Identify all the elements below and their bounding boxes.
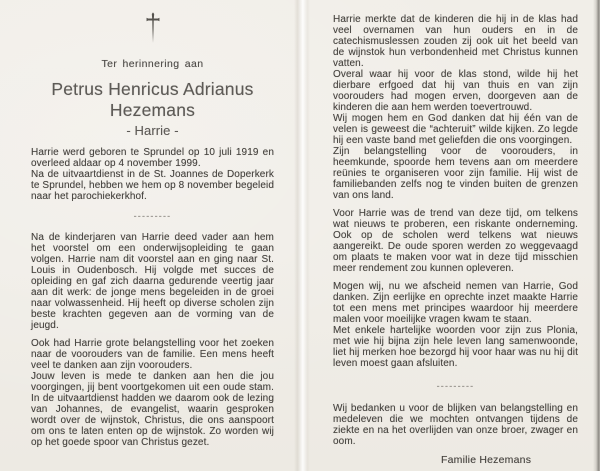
deceased-name-line2: Hezemans <box>109 99 196 120</box>
paragraph-education: Na de kinderjaren van Harrie deed vader aan hem het voorstel om een onderwijsopleiding te gaan volgen. Harrie nam dit voorstel aan en ging naar St. Louis in Oudenbosch. Hij volgde met succes de opleiding en gaf zich daarna gedurende veertig jaar aan dit werk: de jonge mens begeleiden in de groei naar volwassenheid. Hij heeft op diverse scholen zijn beste krachten gegeven aan de vorming van de jeugd. <box>31 232 274 331</box>
paragraph-funeral: Na de uitvaartdienst in de St. Joannes de Doperkerk te Sprundel, hebben we hem op 8 november begeleid naar het parochiekerkhof. <box>31 169 274 202</box>
scan-edge-shadow <box>593 0 600 471</box>
card-fold-line <box>294 0 310 471</box>
deceased-name <box>31 79 274 120</box>
paragraph-classroom: Harrie merkte dat de kinderen die hij in de klas had veel overnamen van hun ouders en in de catechismuslessen zouden zij ook uit het beeld van de wijnstok hun verbondenheid met Christus kunnen vatten. <box>333 14 578 69</box>
paragraph-birth-death: Harrie werd geboren te Sprundel op 10 juli 1919 en overleed aldaar op 4 november 1999. <box>31 147 274 169</box>
deceased-name-line1: Petrus Henricus Adrianus <box>51 79 254 99</box>
paragraph-scripture-reading: Jouw leven is mede te danken aan hen die jou voorgingen, jij bent voortgekomen uit een oude stam. In de uitvaartdienst hadden we daarom ook de lezing van Johannes, de evangelist, waarin gesproken wordt over de wijnstok, Christus, die ons aanspoort om ons te laten enten op de wijnstok. Zo worden wij op het goede spoor van Christus gezet. <box>31 371 274 448</box>
section-divider-left: --------- <box>133 211 172 221</box>
cross-wrap <box>31 0 274 45</box>
paragraph-heritage: Overal waar hij voor de klas stond, wilde hij het dierbare erfgoed dat hij van thuis en van zijn voorouders had mogen erven, doorgeven aan de kinderen die aan hem werden toevertrouwd. <box>333 69 578 113</box>
section-divider-right: --------- <box>436 381 475 391</box>
left-page <box>31 0 274 448</box>
memorial-intro: Ter herinnering aan <box>101 58 204 70</box>
paragraph-genealogy: Ook had Harrie grote belangstelling voor het zoeken naar de voorouders van de familie. Een mens heeft veel te danken aan zijn voorouders. <box>31 338 274 371</box>
paragraph-thanking-god: Wij mogen hem en God danken dat hij één van de velen is geweest die “achteruit” wilde kijken. Zo legde hij een vaste band met geliefden die ons voorgingen. <box>333 113 578 146</box>
paragraph-trends: Voor Harrie was de trend van deze tijd, om telkens wat nieuws te proberen, een riskante onderneming. Ook op de scholen werd telkens wat nieuws aangereikt. De oude sporen werden zo weggevaagd om plaats te maken voor wat in deze tijd misschien meer rendement zou kunnen opleveren. <box>333 208 578 274</box>
deceased-nickname: - Harrie - <box>126 123 179 138</box>
latin-cross-icon <box>143 37 163 48</box>
paragraph-farewell: Mogen wij, nu we afscheid nemen van Harrie, God danken. Zijn eerlijke en oprechte inzet maakte Harrie tot een mens met principes waardoor hij meerdere malen voor moeilijke vragen kwam te staan. <box>333 281 578 325</box>
paragraph-sister-plonia: Met enkele hartelijke woorden voor zijn zus Plonia, met wie hij bijna zijn hele leven lang samenwoonde, liet hij merken hoe bezorgd hij voor haar was nu hij dit leven moest gaan afsluiten. <box>333 325 578 369</box>
family-signature: Familie Hezemans <box>441 454 532 466</box>
paragraph-family-reunions: Zijn belangstelling voor de voorouders, in heemkunde, spoorde hem tevens aan om meerdere reünies te organiseren voor zijn familie. Hij wist de familiebanden zelfs nog te vinden buiten de grenzen van ons land. <box>333 146 578 201</box>
paragraph-acknowledgement: Wij bedanken u voor de blijken van belangstelling en medeleven die we mochten ontvangen tijdens de ziekte en na het overlijden van onze broer, zwager en oom. <box>333 403 578 447</box>
right-page <box>333 14 578 466</box>
